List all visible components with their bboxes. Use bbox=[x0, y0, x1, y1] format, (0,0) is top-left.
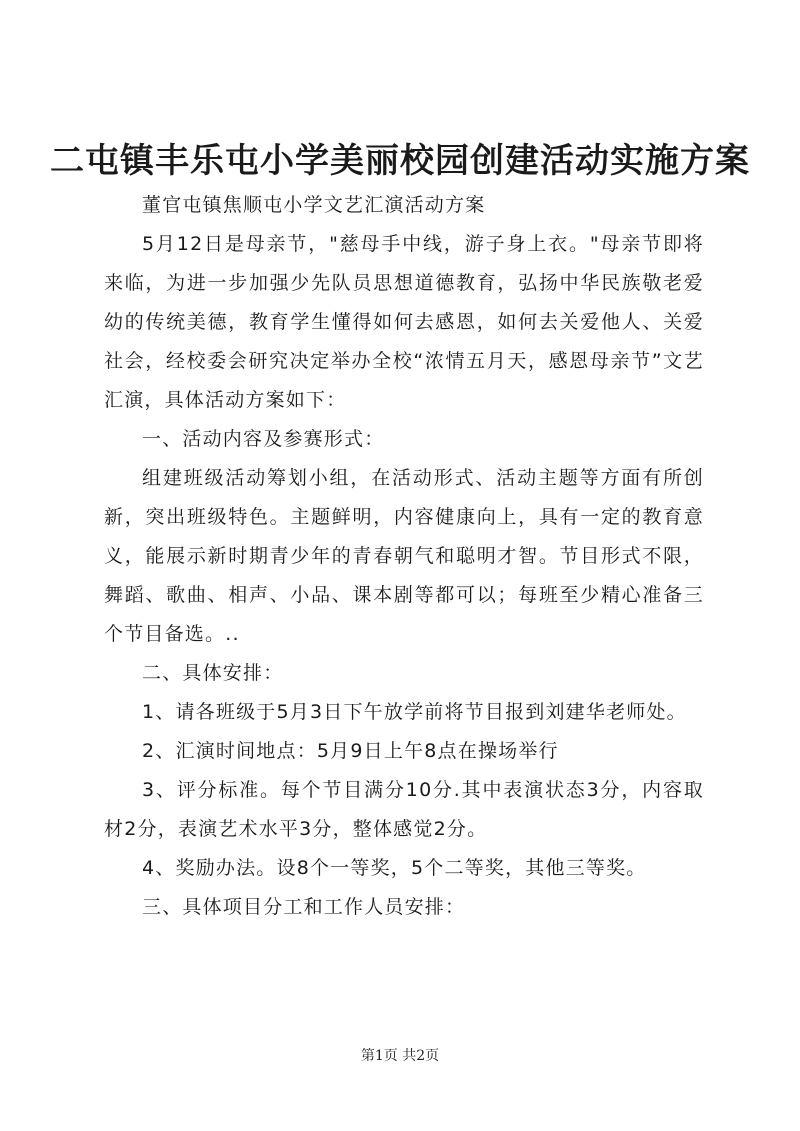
section-heading-3: 三、具体项目分工和工作人员安排： bbox=[142, 896, 466, 918]
paragraph-subtitle: 董官屯镇焦顺屯小学文艺汇演活动方案 bbox=[142, 194, 486, 216]
document-title: 二屯镇丰乐屯小学美丽校园创建活动实施方案 bbox=[50, 141, 750, 181]
paragraph-intro: 5月12日是母亲节，"慈母手中线，游子身上衣。"母亲节即将来临，为进一步加强少先队员思想道德教育，弘扬中华民族敬老爱幼的传统美德，教育学生懂得如何去感恩，如何去关爱他人、关爱社会，经校委会研究决定举办全校“浓情五月天，感恩母亲节”文艺汇演，具体活动方案如下： bbox=[104, 233, 704, 411]
section-heading-2: 二、具体安排： bbox=[142, 662, 284, 684]
page-footer: 第1页 共2页 bbox=[360, 1048, 440, 1064]
list-item-3: 3、评分标准。每个节目满分10分.其中表演状态3分，内容取材2分，表演艺术水平3分，整体感觉2分。 bbox=[104, 779, 704, 840]
paragraph-content: 组建班级活动筹划小组，在活动形式、活动主题等方面有所创新，突出班级特色。主题鲜明，内容健康向上，具有一定的教育意义，能展示新时期青少年的青春朝气和聪明才智。节目形式不限，舞蹈、歌曲、相声、小品、课本剧等都可以；每班至少精心准备三个节目备选。.. bbox=[104, 467, 704, 645]
list-item-4: 4、奖励办法。设8个一等奖，5个二等奖，其他三等奖。 bbox=[142, 857, 647, 879]
list-item-2: 2、汇演时间地点：5月9日上午8点在操场举行 bbox=[142, 740, 559, 762]
section-heading-1: 一、活动内容及参赛形式： bbox=[142, 428, 385, 450]
document-body bbox=[104, 186, 704, 927]
list-item-1: 1、请各班级于5月3日下午放学前将节目报到刘建华老师处。 bbox=[142, 701, 687, 723]
